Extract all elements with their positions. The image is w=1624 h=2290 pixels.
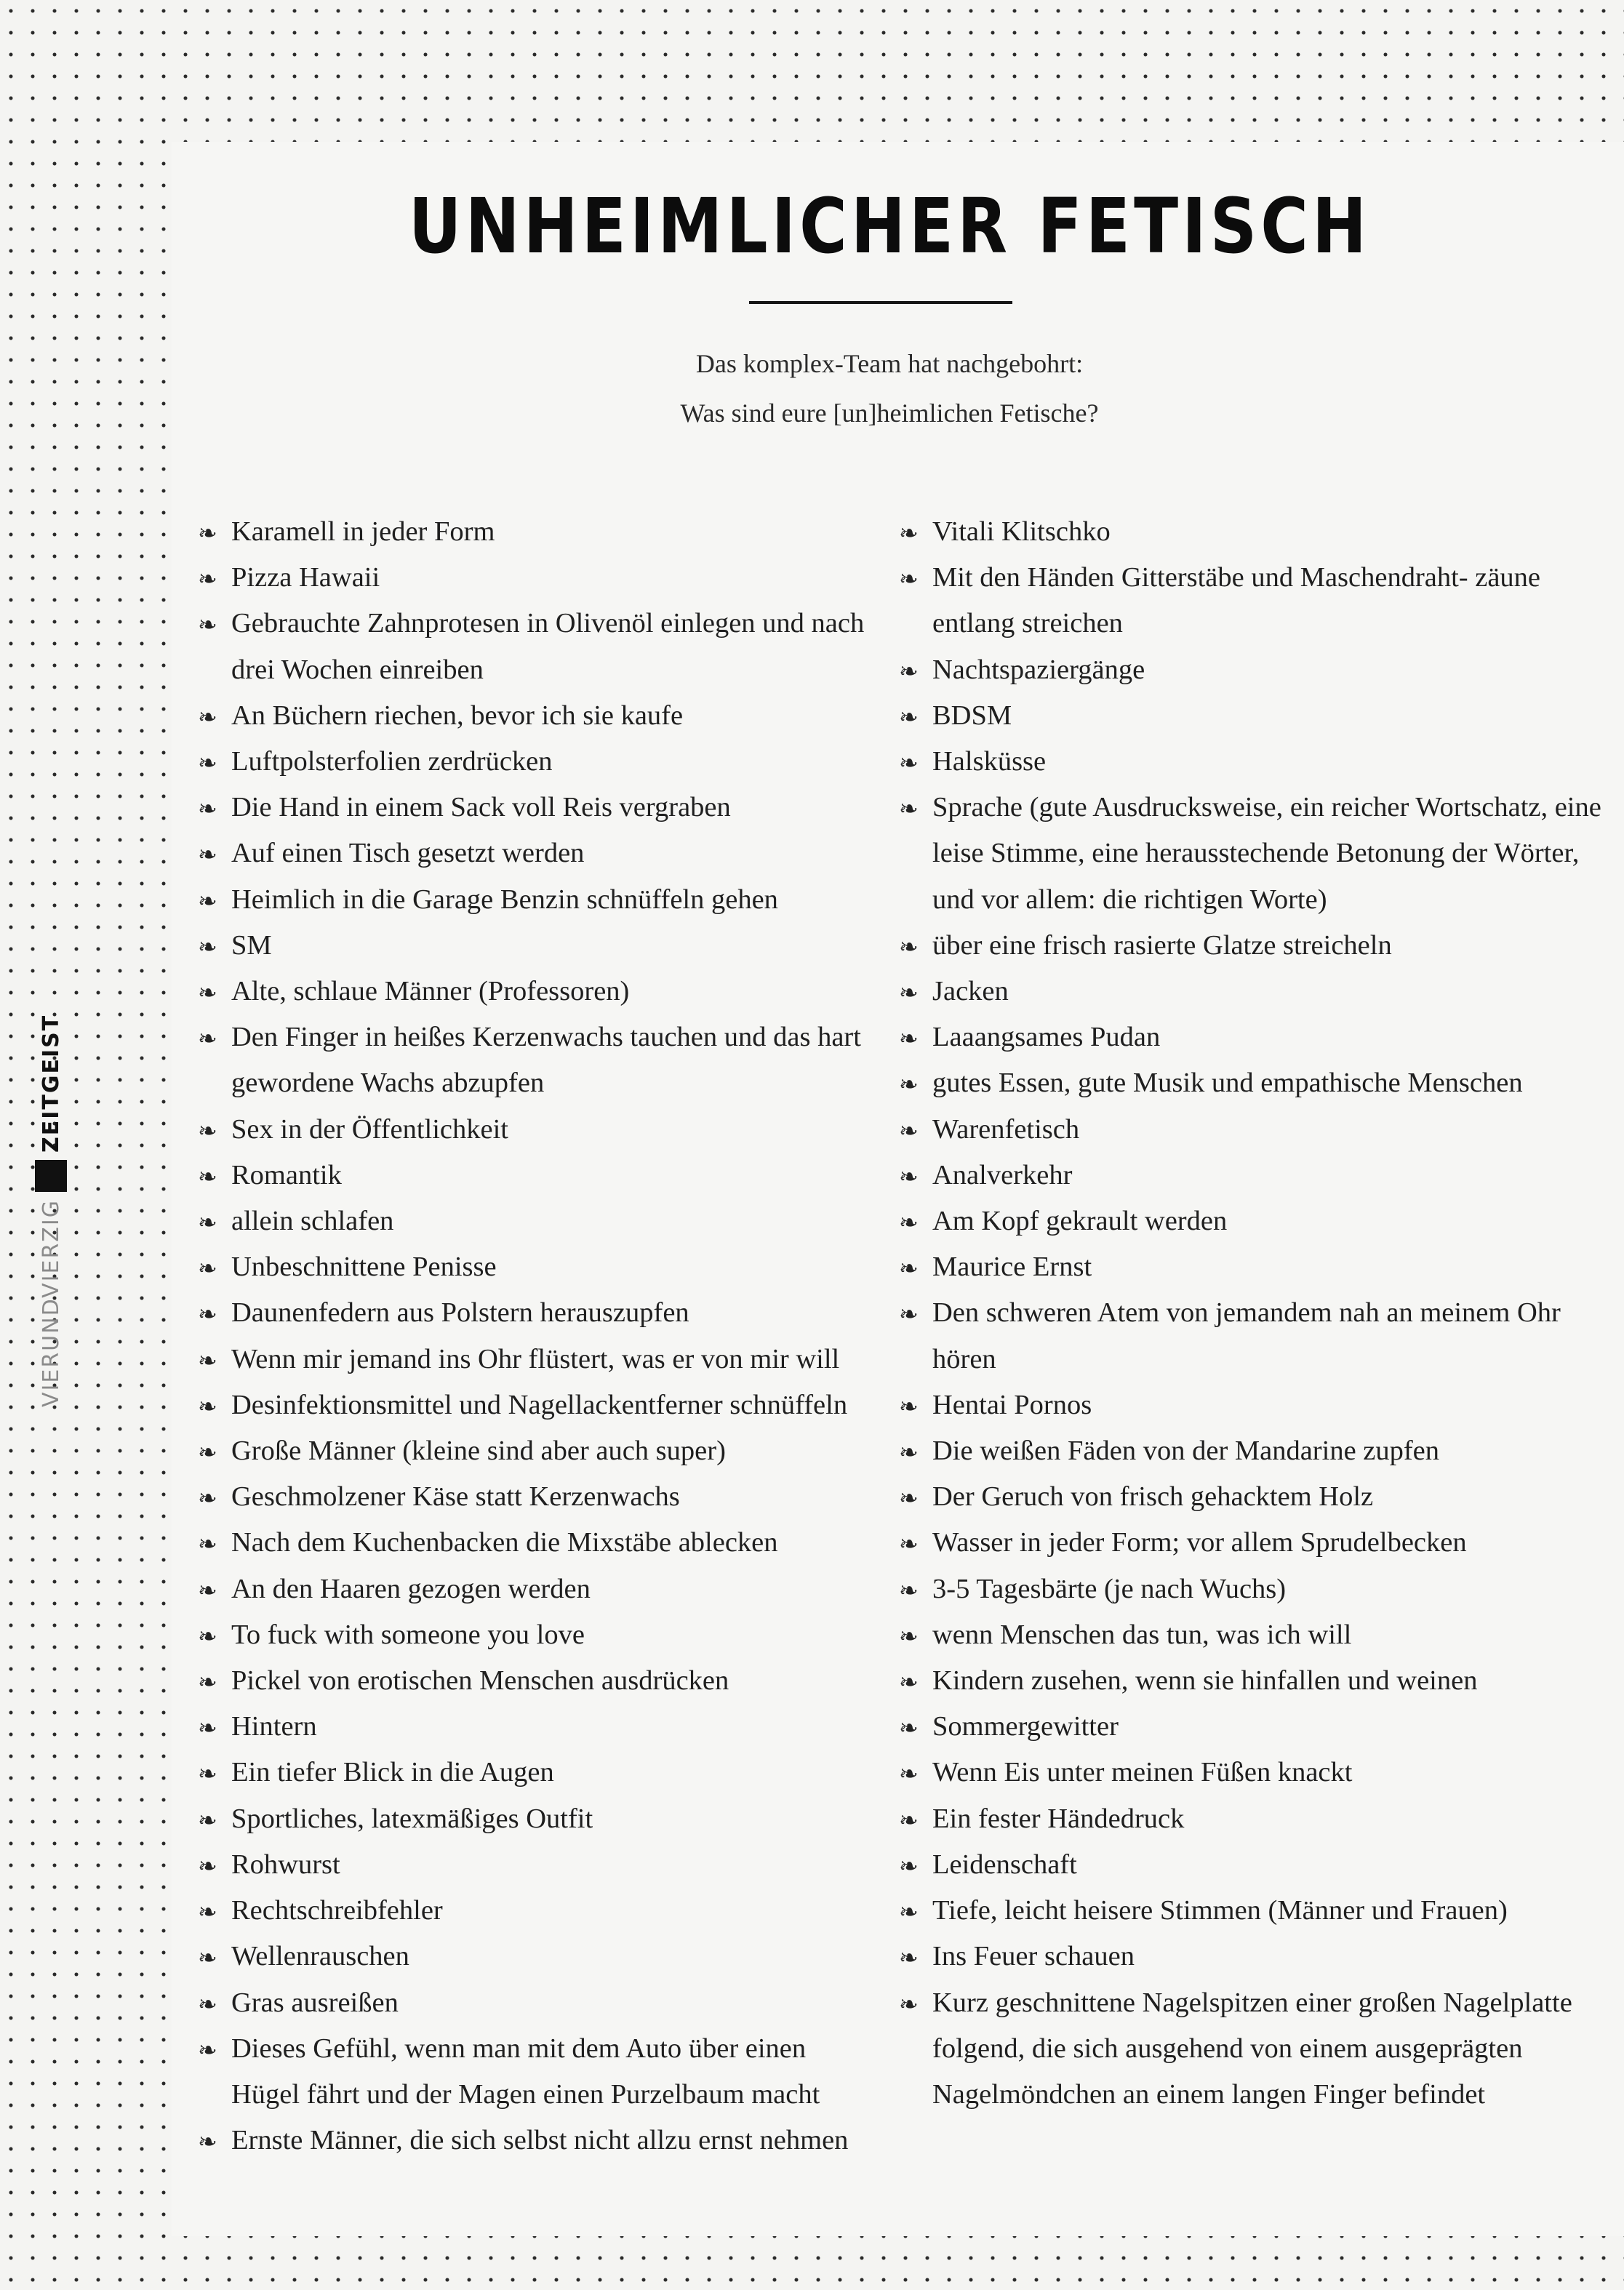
list-item-text: Wenn mir jemand ins Ohr flüstert, was er von mir will [231,1343,840,1374]
subtitle-line-2: Was sind eure [un]heimlichen Fetische? [680,399,1099,428]
fleuron-bullet-icon: ❧ [899,932,919,961]
fleuron-bullet-icon: ❧ [198,1576,217,1604]
list-item [899,785,1612,923]
list-item [198,1658,874,1704]
fleuron-bullet-icon: ❧ [198,1806,217,1834]
fleuron-bullet-icon: ❧ [899,1392,919,1420]
fleuron-bullet-icon: ❧ [899,1898,919,1926]
list-item-text: Heimlich in die Garage Benzin schnüffeln gehen [231,884,778,915]
list-item-text: Wenn Eis unter meinen Füßen knackt [932,1757,1353,1788]
list-item [198,1428,874,1474]
fleuron-bullet-icon: ❧ [198,702,217,731]
list-item [899,1474,1612,1520]
list-item-text: Nach dem Kuchenbacken die Mixstäbe ablecken [231,1527,778,1558]
fleuron-bullet-icon: ❧ [899,1990,919,2018]
fleuron-bullet-icon: ❧ [198,1484,217,1513]
fleuron-bullet-icon: ❧ [899,1438,919,1467]
magazine-name: VIERUNDVIERZIG [38,1199,64,1407]
list-item-text: Ins Feuer schauen [932,1941,1135,1972]
list-item-text: Halsküsse [932,746,1047,777]
list-item-text: Die weißen Fäden von der Mandarine zupfen [932,1436,1440,1467]
list-item [899,1290,1612,1382]
fleuron-bullet-icon: ❧ [198,1622,217,1650]
fleuron-bullet-icon: ❧ [899,795,919,823]
fleuron-bullet-icon: ❧ [198,886,217,915]
fleuron-bullet-icon: ❧ [899,979,919,1007]
list-item-text: Ein fester Händedruck [932,1803,1185,1834]
list-item [899,1888,1612,1934]
section-name: ZEITGEIST [38,1014,64,1153]
fleuron-bullet-icon: ❧ [899,1851,919,1880]
fleuron-bullet-icon: ❧ [198,1851,217,1880]
list-item [899,1612,1612,1658]
fleuron-bullet-icon: ❧ [198,1392,217,1420]
list-item-text: gutes Essen, gute Musik und empathische Menschen [932,1068,1523,1099]
list-item [899,693,1612,739]
list-item [899,509,1612,555]
list-item-text: Gras ausreißen [231,1987,399,2018]
list-item-text: wenn Menschen das tun, was ich will [932,1619,1352,1650]
list-item-text: Geschmolzener Käse statt Kerzenwachs [231,1481,680,1513]
list-item-text: Der Geruch von frisch gehacktem Holz [932,1481,1374,1513]
fleuron-bullet-icon: ❧ [899,1806,919,1834]
list-item [198,1520,874,1566]
fleuron-bullet-icon: ❧ [198,795,217,823]
list-item [899,1060,1612,1106]
fleuron-bullet-icon: ❧ [899,1668,919,1697]
list-item [198,2118,874,2163]
list-item [198,969,874,1014]
list-item-text: 3-5 Tagesbärte (je nach Wuchs) [932,1573,1287,1604]
list-item [198,1153,874,1198]
list-item [899,555,1612,646]
list-item [198,1014,874,1106]
list-item [198,1796,874,1842]
list-item-text: Sommergewitter [932,1711,1119,1742]
list-item [198,509,874,555]
list-item-text: Mit den Händen Gitterstäbe und Maschendraht- zäune entlang streichen [932,562,1541,639]
list-item [198,693,874,739]
list-item-text: Dieses Gefühl, wenn man mit dem Auto über einen Hügel fährt und der Magen einen Purzelbaum macht [231,2033,820,2110]
fleuron-bullet-icon: ❧ [899,1576,919,1604]
subtitle [172,339,1607,438]
list-item [198,1704,874,1750]
fleuron-bullet-icon: ❧ [198,1162,217,1190]
list-item [899,647,1612,693]
fleuron-bullet-icon: ❧ [899,749,919,777]
list-item [899,1704,1612,1750]
page-title: UNHEIMLICHER FETISCH [408,182,1371,271]
fleuron-bullet-icon: ❧ [899,1162,919,1190]
list-item [198,555,874,601]
list-item-text: Warenfetisch [932,1113,1080,1145]
fleuron-bullet-icon: ❧ [198,1116,217,1145]
list-item-text: SM [231,929,272,961]
list-item [899,1934,1612,1979]
fleuron-bullet-icon: ❧ [198,932,217,961]
fleuron-bullet-icon: ❧ [899,1070,919,1099]
list-item [198,1382,874,1428]
fleuron-bullet-icon: ❧ [198,1209,217,1237]
list-item [198,1198,874,1244]
fleuron-bullet-icon: ❧ [899,1025,919,1053]
list-item-text: Laaangsames Pudan [932,1022,1161,1053]
list-item-text: Leidenschaft [932,1849,1077,1880]
list-item [899,1153,1612,1198]
list-item-text: Rechtschreibfehler [231,1895,443,1926]
list-item-text: Vitali Klitschko [932,516,1111,547]
list-item [198,2026,874,2118]
list-item-text: Hentai Pornos [932,1389,1092,1420]
list-item-text: Tiefe, leicht heisere Stimmen (Männer und Frauen) [932,1895,1508,1926]
list-item-text: Wellenrauschen [231,1941,409,1972]
fleuron-bullet-icon: ❧ [899,1622,919,1650]
fleuron-bullet-icon: ❧ [198,1898,217,1926]
list-item [899,1198,1612,1244]
fleuron-bullet-icon: ❧ [899,1209,919,1237]
list-item-text: Kindern zusehen, wenn sie hinfallen und weinen [932,1665,1478,1697]
fleuron-bullet-icon: ❧ [198,1346,217,1374]
list-item [198,923,874,969]
left-column-list [198,509,874,2163]
fleuron-bullet-icon: ❧ [899,1944,919,1972]
list-item [899,1658,1612,1704]
list-item-text: Gebrauchte Zahnprotesen in Olivenöl einlegen und nach drei Wochen einreiben [231,608,865,685]
list-item [198,877,874,923]
list-item-text: Pickel von erotischen Menschen ausdrücken [231,1665,729,1697]
list-item-text: Jacken [932,976,1009,1007]
fleuron-bullet-icon: ❧ [198,519,217,547]
fleuron-bullet-icon: ❧ [198,611,217,639]
fleuron-bullet-icon: ❧ [198,749,217,777]
list-item [899,1382,1612,1428]
list-item-text: Pizza Hawaii [231,562,380,593]
fleuron-bullet-icon: ❧ [198,979,217,1007]
list-item [899,923,1612,969]
fleuron-bullet-icon: ❧ [899,1760,919,1788]
right-column-list [899,509,1612,2118]
list-item-text: Hintern [231,1711,317,1742]
fleuron-bullet-icon: ❧ [899,519,919,547]
list-item [198,1842,874,1888]
fleuron-bullet-icon: ❧ [198,2128,217,2156]
spine-square-icon [35,1160,67,1192]
list-item [198,739,874,785]
list-item [198,1612,874,1658]
list-item [899,1566,1612,1612]
list-item [899,1428,1612,1474]
list-item-text: Nachtspaziergänge [932,654,1145,685]
list-item [899,1520,1612,1566]
list-item [198,1107,874,1153]
fleuron-bullet-icon: ❧ [198,1254,217,1283]
fleuron-bullet-icon: ❧ [899,1254,919,1283]
list-item [198,1980,874,2026]
list-item-text: Sex in der Öffentlichkeit [231,1113,508,1145]
fleuron-bullet-icon: ❧ [198,1990,217,2018]
fleuron-bullet-icon: ❧ [899,1300,919,1329]
fleuron-bullet-icon: ❧ [198,841,217,869]
list-item-text: Analverkehr [932,1159,1073,1190]
list-item [198,1337,874,1382]
list-item-text: Kurz geschnittene Nagelspitzen einer großen Nagelplatte folgend, die sich ausgehend von einem ausgeprägten Nagelmöndchen an einem langen Finger befindet [932,1987,1572,2110]
list-item [198,601,874,692]
fleuron-bullet-icon: ❧ [198,1025,217,1053]
list-item [899,1980,1612,2118]
fleuron-bullet-icon: ❧ [198,1530,217,1558]
list-item [899,1842,1612,1888]
fleuron-bullet-icon: ❧ [198,1760,217,1788]
list-item [899,1796,1612,1842]
list-item-text: Ein tiefer Blick in die Augen [231,1757,554,1788]
fleuron-bullet-icon: ❧ [198,1668,217,1697]
list-item-text: Am Kopf gekrault werden [932,1206,1228,1237]
list-item [899,969,1612,1014]
list-item [899,1750,1612,1795]
list-item-text: Die Hand in einem Sack voll Reis vergraben [231,792,731,823]
fleuron-bullet-icon: ❧ [899,1116,919,1145]
list-item-text: Den schweren Atem von jemandem nah an meinem Ohr hören [932,1297,1561,1374]
list-item [198,1566,874,1612]
list-item-text: Sportliches, latexmäßiges Outfit [231,1803,593,1834]
list-item-text: Alte, schlaue Männer (Professoren) [231,976,630,1007]
list-item-text: Desinfektionsmittel und Nagellackentferner schnüffeln [231,1389,848,1420]
fleuron-bullet-icon: ❧ [899,702,919,731]
fleuron-bullet-icon: ❧ [198,2035,217,2064]
list-item-text: Den Finger in heißes Kerzenwachs tauchen und das hart gewordene Wachs abzupfen [231,1022,861,1099]
list-item [198,1934,874,1979]
list-item-text: Wasser in jeder Form; vor allem Sprudelbecken [932,1527,1467,1558]
list-item [198,785,874,830]
list-item-text: To fuck with someone you love [231,1619,585,1650]
fleuron-bullet-icon: ❧ [899,565,919,593]
fleuron-bullet-icon: ❧ [198,1944,217,1972]
list-item-text: über eine frisch rasierte Glatze streicheln [932,929,1392,961]
spine-label [35,1014,67,1407]
fleuron-bullet-icon: ❧ [198,1300,217,1329]
list-item [899,1107,1612,1153]
fleuron-bullet-icon: ❧ [899,1530,919,1558]
list-item-text: Große Männer (kleine sind aber auch super) [231,1436,726,1467]
list-item-text: Ernste Männer, die sich selbst nicht allzu ernst nehmen [231,2125,849,2156]
fleuron-bullet-icon: ❧ [899,657,919,685]
list-item-text: BDSM [932,700,1012,731]
list-item [198,1750,874,1795]
list-item [899,1244,1612,1290]
list-item [198,1888,874,1934]
title-divider [749,301,1012,304]
list-item [198,1244,874,1290]
list-item-text: Romantik [231,1159,342,1190]
list-item-text: Daunenfedern aus Polstern herauszupfen [231,1297,689,1329]
list-item [198,1290,874,1336]
list-item-text: Rohwurst [231,1849,340,1880]
list-item [899,1014,1612,1060]
list-item-text: Luftpolsterfolien zerdrücken [231,746,553,777]
list-item-text: Unbeschnittene Penisse [231,1252,497,1283]
fleuron-bullet-icon: ❧ [899,1484,919,1513]
list-item [899,739,1612,785]
list-item-text: Maurice Ernst [932,1252,1092,1283]
list-item [198,830,874,876]
fleuron-bullet-icon: ❧ [198,565,217,593]
fleuron-bullet-icon: ❧ [198,1714,217,1742]
list-item-text: Auf einen Tisch gesetzt werden [231,838,585,869]
fleuron-bullet-icon: ❧ [899,1714,919,1742]
list-item [198,1474,874,1520]
subtitle-line-1: Das komplex-Team hat nachgebohrt: [695,349,1084,378]
list-item-text: Sprache (gute Ausdrucksweise, ein reicher Wortschatz, eine leise Stimme, eine herausstechende Betonung der Wörter, und vor allem: die richtigen Worte) [932,792,1601,915]
list-item-text: Karamell in jeder Form [231,516,495,547]
list-item-text: An Büchern riechen, bevor ich sie kaufe [231,700,684,731]
fleuron-bullet-icon: ❧ [198,1438,217,1467]
list-item-text: allein schlafen [231,1206,394,1237]
list-item-text: An den Haaren gezogen werden [231,1573,591,1604]
